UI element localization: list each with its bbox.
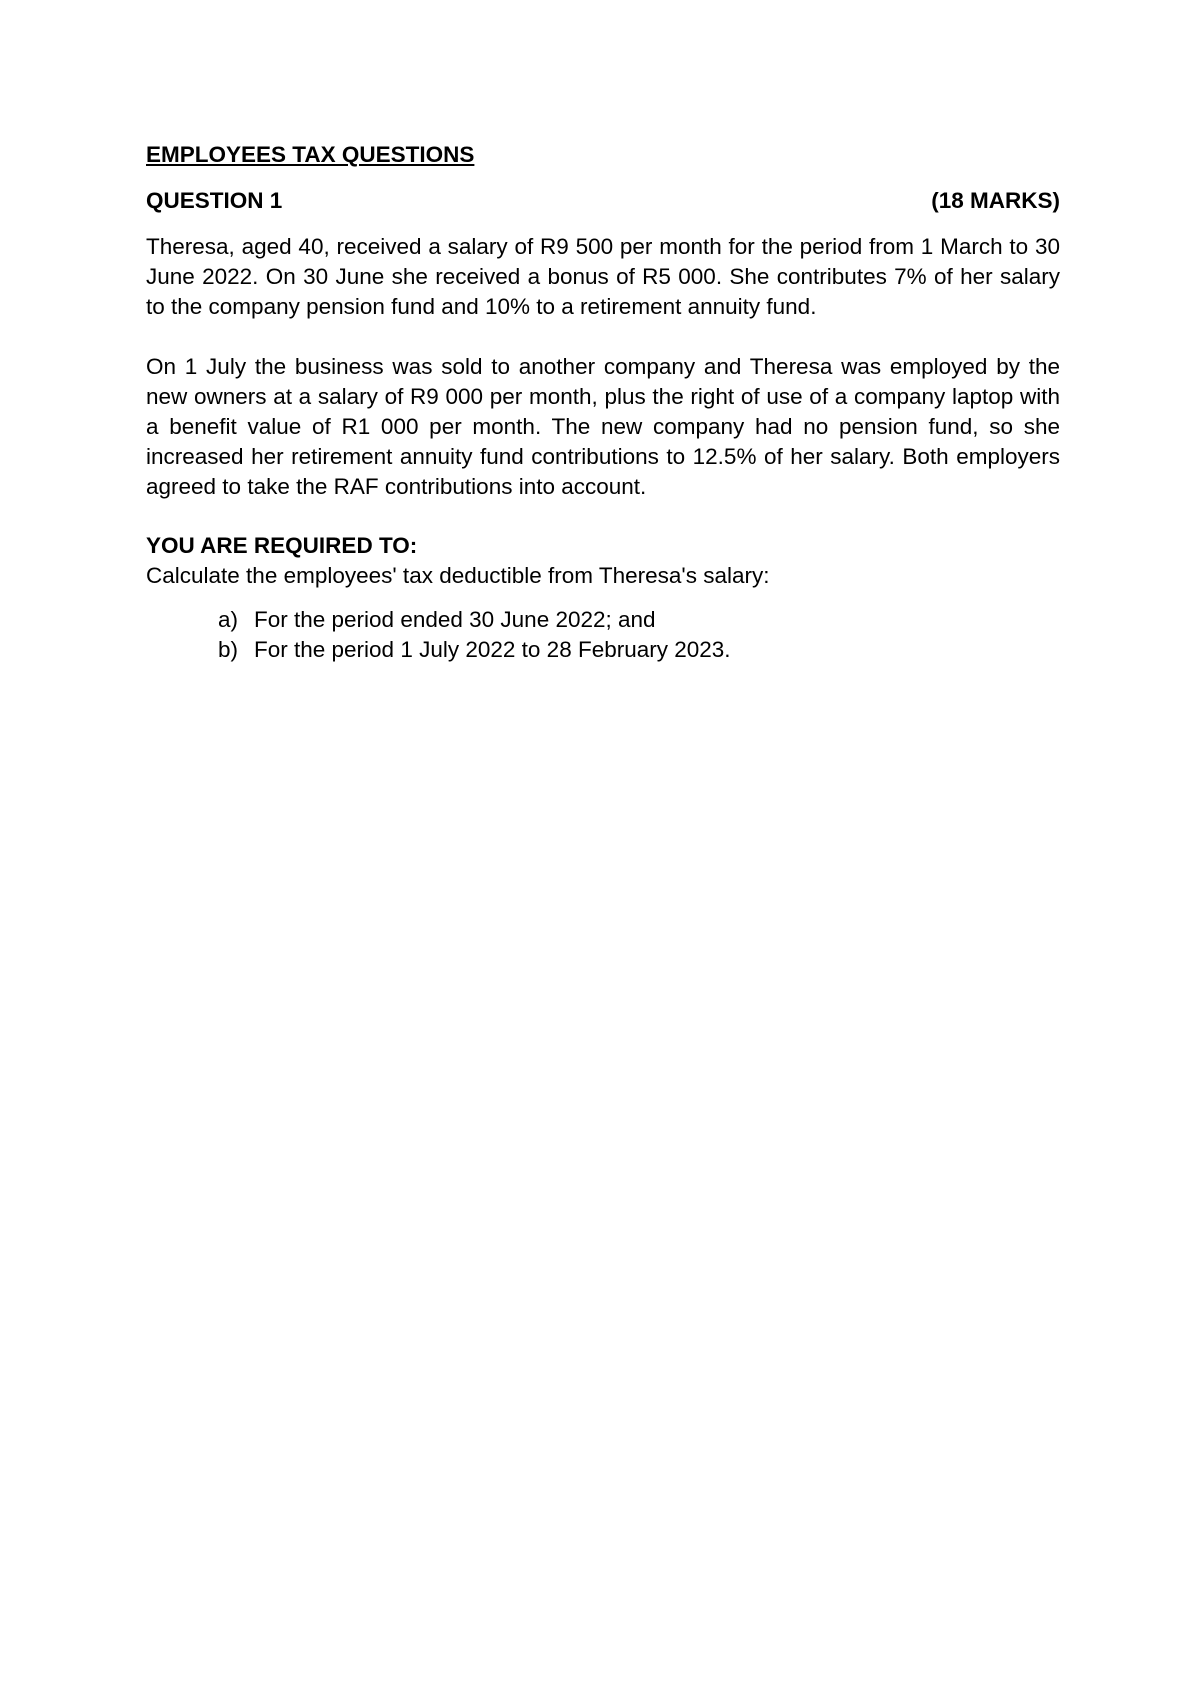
required-instruction: Calculate the employees' tax deductible from Theresa's salary: xyxy=(146,563,770,588)
document-title: EMPLOYEES TAX QUESTIONS xyxy=(146,142,475,167)
list-item-marker: a) xyxy=(218,607,239,632)
list-item xyxy=(218,635,1060,665)
list-item-text: For the period 1 July 2022 to 28 February 2023. xyxy=(254,637,731,662)
question-label: QUESTION 1 xyxy=(146,188,283,213)
paragraph-new-employer: On 1 July the business was sold to another company and Theresa was employed by the new owners at a salary of R9 000 per month, plus the right of use of a company laptop with a benefit value of R1 000 per month. The new company had no pension fund, so she increased her retirement annuity fund contributions to 12.5% of her salary. Both employers agreed to take the RAF contributions into account. xyxy=(146,354,1060,499)
question-header xyxy=(146,186,1060,216)
paragraph-first-employer: Theresa, aged 40, received a salary of R9 500 per month for the period from 1 March to 30 June 2022. On 30 June she received a bonus of R5 000. She contributes 7% of her salary to the company pension fund and 10% to a retirement annuity fund. xyxy=(146,234,1060,319)
required-list xyxy=(146,605,1060,665)
required-heading: YOU ARE REQUIRED TO: xyxy=(146,533,418,558)
list-item-marker: b) xyxy=(218,637,239,662)
question-marks: (18 MARKS) xyxy=(931,188,1060,213)
list-item xyxy=(218,605,1060,635)
list-item-text: For the period ended 30 June 2022; and xyxy=(254,607,656,632)
document-page xyxy=(146,140,1060,665)
